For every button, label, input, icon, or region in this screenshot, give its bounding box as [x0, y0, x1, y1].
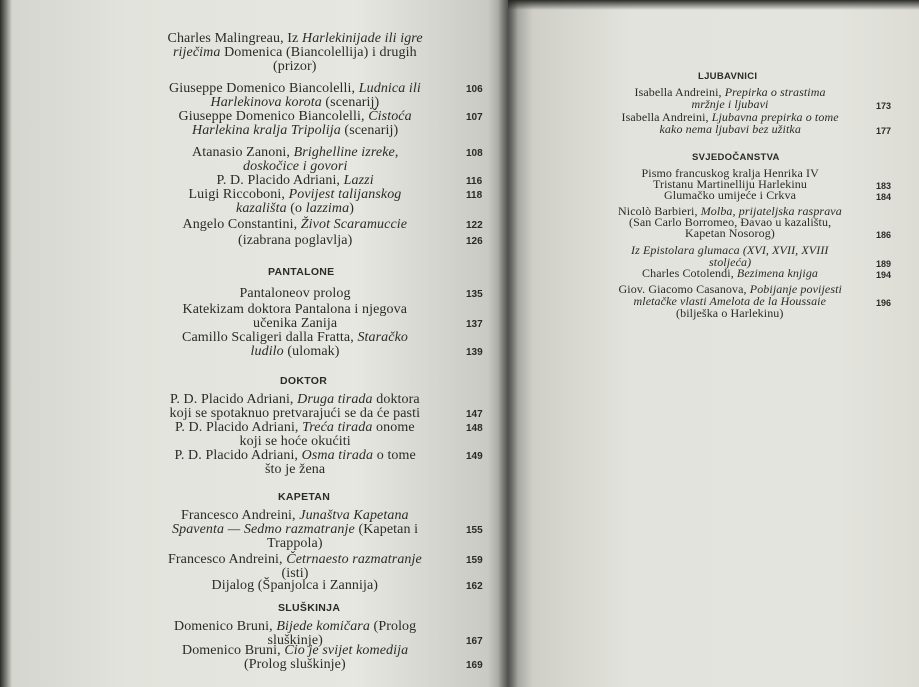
entry-title-italic: Iz Epistolara glumaca (XVI, XVII, XVIII [631, 243, 829, 257]
top-shadow [508, 0, 919, 10]
entry-text: (Prolog [369, 619, 417, 634]
entry-title-italic: Četrnaesto razmatranje [286, 552, 422, 567]
entry-text: Domenica (Biancolellija) i drugih [220, 45, 417, 60]
toc-entry-line [273, 60, 317, 73]
entry-title-italic: Druga tirada [297, 392, 373, 407]
entry-title-italic: Osma tirada [301, 448, 374, 463]
entry-title-italic: Spaventa — Sedmo razmatranje [172, 522, 355, 537]
entry-text: doktora [372, 392, 420, 407]
entry-text: Pantaloneov prolog [239, 286, 351, 301]
entry-text: sluškinje) [267, 633, 323, 648]
entry-title-italic: Prepirka o strastima [724, 85, 826, 99]
section-heading: KAPETAN [278, 491, 331, 503]
toc-entry-line [169, 82, 421, 95]
left-shadow [0, 0, 12, 687]
toc-entry-line [192, 124, 398, 137]
entry-title-italic: Čistoća [368, 109, 412, 124]
toc-entry-line [183, 218, 408, 231]
entry-text: Giuseppe Domenico Biancolelli, [178, 109, 369, 124]
page-number: 169 [466, 660, 483, 671]
page-number: 186 [876, 230, 892, 240]
page-number: 189 [876, 259, 892, 269]
section-heading: DOKTOR [280, 375, 328, 387]
page-number: 159 [466, 555, 483, 566]
entry-title-italic: Harlekinijade ili igre [301, 31, 423, 46]
entry-title-italic: kazališta [236, 201, 287, 216]
entry-title-italic: Staračko [357, 330, 409, 345]
entry-text: ) [349, 201, 355, 216]
entry-title-italic: doskočice i govori [243, 159, 348, 174]
entry-title-italic: mletačke vlasti Amelota de la Houssaie [633, 294, 827, 308]
entry-title-italic: Brighelline izreke, [293, 145, 399, 160]
entry-text: Francesco Andreini, [181, 508, 300, 523]
toc-entry-line [251, 345, 340, 358]
entry-text: Domenico Bruni, [174, 619, 277, 634]
page-number: 106 [466, 84, 483, 95]
section-heading: PANTALONE [268, 266, 335, 278]
book-gutter [498, 0, 518, 687]
toc-entry-line [238, 234, 352, 247]
entry-text: (prizor) [273, 59, 317, 74]
entry-text: Luigi Riccoboni, [188, 187, 289, 202]
entry-title-italic: Ludnica ili [358, 81, 421, 96]
entry-text: koji se hoće okućiti [239, 434, 351, 449]
page-number: 148 [466, 423, 483, 434]
page-number: 194 [876, 270, 892, 280]
toc-entry-line [642, 268, 818, 279]
toc-entry-line [182, 331, 408, 344]
toc-entry-line [175, 421, 415, 434]
section-heading: SLUŠKINJA [278, 602, 341, 614]
entry-title-italic: stoljeća) [709, 255, 752, 269]
entry-text: što je žena [265, 462, 326, 477]
page-number: 135 [466, 289, 483, 300]
entry-text: Tristanu Martinelliju Harlekinu [653, 177, 807, 191]
toc-entry-line [181, 509, 409, 522]
toc-entry-line [175, 449, 416, 462]
entry-text: Kapetan Nosorog) [685, 226, 775, 240]
page-number: 107 [466, 112, 483, 123]
page-number: 183 [876, 181, 892, 191]
page-number: 108 [466, 148, 483, 159]
entry-text: Charles Malingreau, Iz [167, 31, 302, 46]
entry-title-italic: ludilo [250, 344, 284, 359]
toc-entry-line [244, 658, 346, 671]
entry-text: (isti) [281, 566, 309, 581]
entry-title-italic: Cio je svijet komedija [284, 643, 409, 658]
page-number: 149 [466, 451, 483, 462]
page-number: 173 [876, 101, 892, 111]
entry-text: Giuseppe Domenico Biancolelli, [169, 81, 359, 96]
toc-entry-line [253, 317, 337, 330]
toc-entry-line [676, 308, 784, 319]
toc-entry-line [192, 146, 398, 159]
toc-entry-line [217, 174, 374, 187]
entry-text: Charles Cotolendi, [642, 266, 737, 280]
entry-text: Dijalog (Španjolca i Zannija) [211, 578, 379, 593]
entry-text: (ulomak) [283, 344, 340, 359]
entry-text: Trappola) [267, 536, 323, 551]
toc-entry-line [168, 32, 423, 45]
toc-entry-line [240, 287, 351, 300]
entry-text: Domenico Bruni, [182, 643, 285, 658]
entry-title-italic: Junaštva Kapetana [299, 508, 409, 523]
toc-entry-line [267, 537, 323, 550]
page-number: 167 [466, 636, 483, 647]
entry-text: P. D. Placido Adriani, [175, 420, 303, 435]
entry-title-italic: kako nema ljubavi bez užitka [659, 122, 801, 136]
toc-entry-line [265, 463, 325, 476]
entry-text: Angelo Constantini, [182, 217, 301, 232]
toc-entry-line [182, 644, 408, 657]
toc-entry-line [236, 202, 354, 215]
toc-entry-line [660, 124, 801, 135]
entry-title-italic: Lazzi [343, 173, 374, 188]
section-heading: SVJEDOČANSTVA [692, 152, 780, 163]
toc-entry-line [172, 523, 418, 536]
entry-text: (bilješka o Harlekinu) [676, 306, 784, 320]
toc-entry-line [685, 228, 775, 239]
entry-title-italic: Bijede komičara [276, 619, 370, 634]
entry-title-italic: Molba, prijateljska rasprava [700, 204, 842, 218]
entry-text: (o [286, 201, 306, 216]
entry-text: Isabella Andreini, [621, 110, 712, 124]
section-heading: LJUBAVNICI [698, 71, 758, 82]
entry-text: Camillo Scaligeri dalla Fratta, [182, 330, 358, 345]
entry-title-italic: Povijest talijanskog [288, 187, 402, 202]
toc-entry-line [243, 160, 347, 173]
entry-title-italic: riječima [173, 45, 221, 60]
page-number: 122 [466, 220, 483, 231]
entry-title-italic: Pobijanje povijesti [749, 282, 842, 296]
toc-entry-line [212, 579, 379, 592]
toc-entry-line [179, 110, 412, 123]
entry-text: P. D. Placido Adriani, [216, 173, 344, 188]
toc-entry-line [174, 620, 416, 633]
entry-text: P. D. Placido Adriani, [170, 392, 298, 407]
page-number: 126 [466, 236, 483, 247]
toc-entry-line [664, 190, 796, 201]
entry-text: Nicolò Barbieri, [618, 204, 701, 218]
entry-text: (izabrana poglavlja) [238, 233, 353, 248]
entry-title-italic: Treća tirada [302, 420, 373, 435]
entry-text: Francesco Andreini, [168, 552, 287, 567]
toc-entry-line [173, 46, 417, 59]
entry-title-italic: Ljubavna prepirka o tome [711, 110, 839, 124]
toc-entry-line [240, 435, 351, 448]
entry-text: Atanasio Zanoni, [192, 145, 294, 160]
entry-text: (Prolog sluškinje) [244, 657, 346, 672]
page-number: 155 [466, 525, 483, 536]
page-number: 184 [876, 192, 892, 202]
toc-entry-line [692, 99, 769, 110]
toc-entry-line [211, 96, 380, 109]
entry-title-italic: Bezimena knjiga [736, 266, 819, 280]
page-number: 147 [466, 409, 483, 420]
entry-title-italic: Harlekina kralja Tripolija [192, 123, 341, 138]
page-number: 118 [466, 190, 483, 201]
entry-text: o tome [373, 448, 416, 463]
entry-title-italic: Život Scaramuccie [300, 217, 408, 232]
toc-entry-line [183, 303, 408, 316]
toc-entry-line [168, 553, 422, 566]
entry-text: Pismo francuskog kralja Henrika IV [641, 166, 819, 180]
entry-text: Giov. Giacomo Casanova, [618, 282, 750, 296]
page-number: 196 [876, 298, 892, 308]
entry-text: (Kapetan i [354, 522, 419, 537]
entry-text: P. D. Placido Adriani, [174, 448, 302, 463]
entry-text: Glumačko umijeće i Crkva [664, 188, 797, 202]
page-number: 137 [466, 319, 483, 330]
entry-text: Isabella Andreini, [634, 85, 725, 99]
page-number: 177 [876, 126, 892, 136]
entry-text: Katekizam doktora Pantalona i njegova [182, 302, 408, 317]
entry-text: koji se spotaknuo pretvarajući se da će pasti [169, 406, 421, 421]
toc-entry-line [170, 407, 421, 420]
entry-title-italic: Harlekinova korota [210, 95, 322, 110]
toc-entry-line [170, 393, 420, 406]
toc-entry-line [189, 188, 402, 201]
page-number: 116 [466, 176, 483, 187]
page-number: 162 [466, 581, 483, 592]
entry-text: (scenarij) [340, 123, 399, 138]
entry-text: (scenarij) [321, 95, 380, 110]
entry-text: učenika Zanija [253, 316, 338, 331]
entry-title-italic: lazzima [305, 201, 350, 216]
page-number: 139 [466, 347, 483, 358]
entry-title-italic: mržnje i ljubavi [691, 97, 769, 111]
entry-text: onome [372, 420, 415, 435]
entry-text: (San Carlo Borromeo, Đavao u kazalištu, [629, 215, 832, 229]
